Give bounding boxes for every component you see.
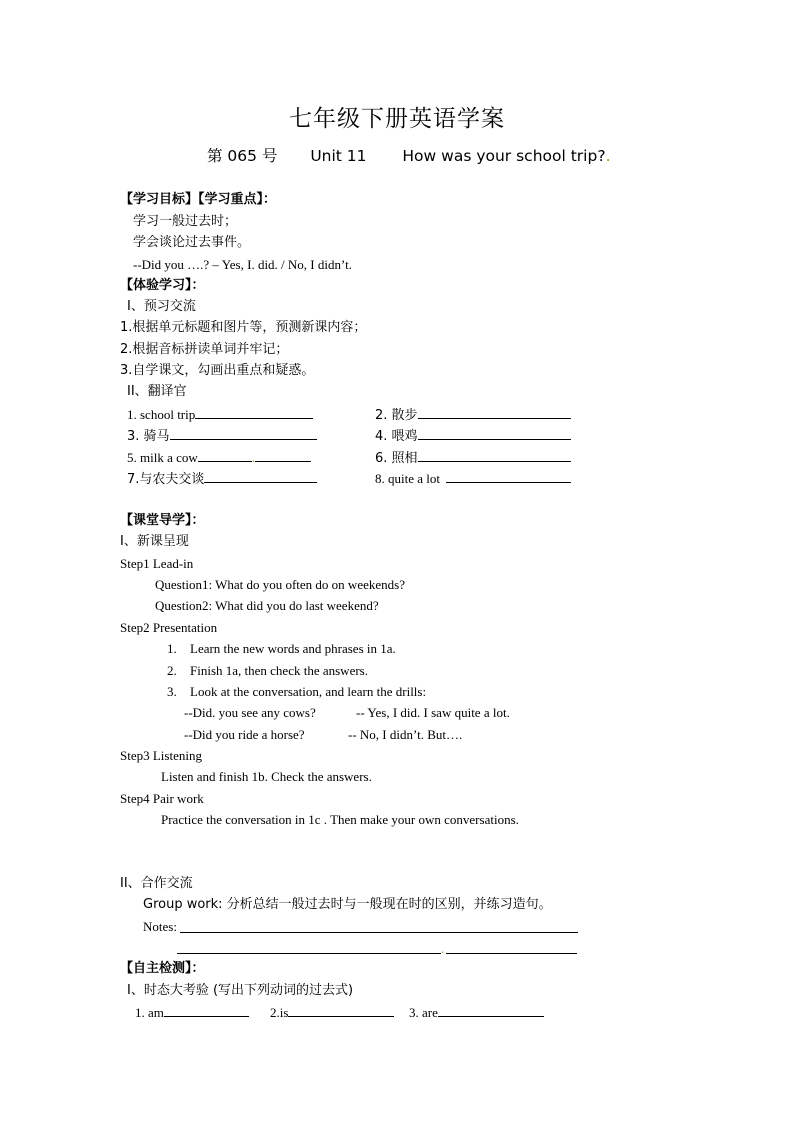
notes-label: Notes:: [143, 919, 177, 934]
verb-item: 1. am: [135, 1004, 249, 1021]
list-item: Finish 1a, then check the answers.: [190, 663, 368, 678]
question-text: Question1: What do you often do on weekends?: [155, 577, 405, 592]
preview-title: I、预习交流: [127, 299, 196, 314]
step-title: Step3 Listening: [120, 748, 202, 763]
list-number: 2.: [167, 663, 177, 678]
verb-item: 2.is: [270, 1004, 394, 1021]
translate-item: 6. 照相: [375, 449, 571, 467]
answer-blank[interactable]: [438, 1004, 544, 1017]
translate-item: 5. milk a cow .: [127, 449, 311, 466]
list-item: Learn the new words and phrases in 1a.: [190, 641, 396, 656]
translate-item: 8. quite a lot: [375, 470, 571, 487]
preview-item: 3.自学课文，勾画出重点和疑惑。: [120, 363, 315, 378]
drill-question: --Did you ride a horse?: [184, 727, 305, 742]
lesson-subtitle: [207, 146, 611, 166]
notes-line[interactable]: [177, 953, 441, 954]
answer-blank[interactable]: [164, 1004, 249, 1017]
notes-period: .: [441, 941, 445, 956]
drill-answer: -- No, I didn’t. But….: [348, 727, 463, 742]
translate-title: II、翻译官: [127, 384, 187, 399]
verb-item: 3. are: [409, 1004, 544, 1021]
list-item: Look at the conversation, and learn the drills:: [190, 684, 427, 699]
list-number: 1.: [167, 641, 177, 656]
translate-item: 1. school trip: [127, 406, 313, 423]
answer-blank[interactable]: [418, 449, 571, 462]
step-title: Step2 Presentation: [120, 620, 218, 635]
answer-blank[interactable]: [195, 406, 313, 419]
translate-item: 2. 散步: [375, 406, 571, 424]
answer-blank[interactable]: [446, 470, 571, 483]
unit-label: Unit 11: [310, 147, 367, 165]
self-check-heading: 【自主检测】：: [120, 961, 205, 976]
section-title: II、合作交流: [120, 876, 193, 891]
unit-topic: How was your school trip?: [402, 147, 606, 165]
notes-line[interactable]: [446, 953, 577, 954]
step-text: Practice the conversation in 1c . Then make your own conversations.: [161, 812, 519, 827]
drill-question: --Did. you see any cows?: [184, 705, 316, 720]
objective-item: 学习一般过去时；: [133, 214, 238, 229]
notes-line[interactable]: [180, 932, 578, 933]
translate-item: 3. 骑马: [127, 427, 317, 445]
answer-blank[interactable]: [170, 427, 317, 440]
group-work-text: Group work: 分析总结一般过去时与一般现在时的区别，并练习造句。: [143, 897, 552, 912]
objective-item: 学会谈论过去事件。: [133, 235, 251, 250]
answer-blank[interactable]: [198, 449, 252, 462]
preview-item: 1.根据单元标题和图片等，预测新课内容；: [120, 320, 367, 335]
step-title: Step1 Lead-in: [120, 556, 194, 571]
question-text: Question2: What did you do last weekend?: [155, 598, 379, 613]
answer-blank[interactable]: [418, 406, 571, 419]
answer-blank[interactable]: [204, 470, 317, 483]
classroom-heading: 【课堂导学】：: [120, 513, 205, 528]
answer-blank[interactable]: [288, 1004, 394, 1017]
step-title: Step4 Pair work: [120, 791, 204, 806]
step-text: Listen and finish 1b. Check the answers.: [161, 769, 372, 784]
topic-period: .: [605, 147, 611, 165]
section-title: I、时态大考验 (写出下列动词的过去式): [127, 983, 354, 998]
translate-item: 4. 喂鸡: [375, 427, 571, 445]
page-title: 七年级下册英语学案: [289, 106, 505, 132]
experience-heading: 【体验学习】：: [120, 278, 205, 293]
preview-item: 2.根据音标拼读单词并牢记；: [120, 342, 289, 357]
answer-blank[interactable]: [255, 449, 311, 462]
answer-blank[interactable]: [418, 427, 571, 440]
lesson-number: 第 065 号: [207, 147, 278, 165]
list-number: 3.: [167, 684, 177, 699]
objective-item: --Did you ….? – Yes, I. did. / No, I didn’t.: [133, 257, 352, 272]
section-title: I、新课呈现: [120, 534, 189, 549]
objectives-heading: 【学习目标】【学习重点】：: [120, 192, 277, 207]
translate-item: 7.与农夫交谈: [127, 470, 317, 488]
drill-answer: -- Yes, I did. I saw quite a lot.: [356, 705, 510, 720]
